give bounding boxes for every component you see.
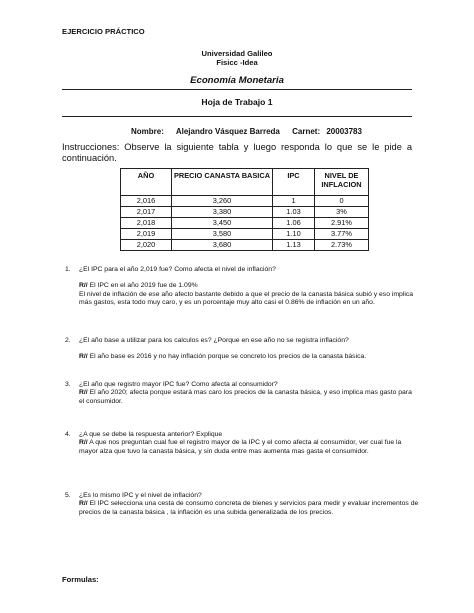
answer-line	[79, 353, 419, 361]
question-5	[65, 492, 419, 517]
answer-text: El nivel de inflación de ese año afecto bastante debido a que el precio de la canasta básica subió y eso implica más gastos, esta todo muy caro, y es un porcentaje muy alto casi el 0.86% de inflación en un año.	[79, 290, 414, 307]
exercise-header-label: EJERCICIO PRÁCTICO	[62, 27, 145, 36]
question-2	[65, 337, 419, 362]
inflation-data-table	[120, 168, 369, 251]
answer-line	[79, 439, 419, 456]
answer-text: El año base es 2016 y no hay inflación porque se concreto los precios de la canasta básica.	[87, 353, 367, 361]
answer-prefix: R//	[79, 389, 88, 397]
answer-prefix: R//	[79, 353, 88, 361]
university-name: Universidad Galileo	[201, 49, 273, 58]
header-cell-basket-price: PRECIO CANASTA BASICA	[172, 169, 273, 196]
answer-text: A que nos preguntan cual fue el registro mayor de la IPC y el como afecta al consumidor, ver cual fue la mayor alza que tuvo la canasta básica, y sin duda entre mas aumenta mas gasta el consumidor.	[79, 439, 402, 455]
table-row	[121, 196, 369, 207]
answer-text: El año 2020; afecta porque estará mas caro los precios de la canasta básica, y eso implica mas gasto para el consumidor.	[79, 389, 412, 405]
table-cell: 3%	[315, 207, 369, 218]
formulas-label: Formulas:	[62, 575, 99, 584]
answer-line	[79, 500, 419, 517]
question-text: ¿El año base a utilizar para los calculos es? ¿Porque en ese año no se registra inflación?	[79, 337, 349, 344]
faculty-name: Fisicc -Idea	[216, 58, 258, 67]
question-text: ¿A que se debe la respuesta anterior? Explique	[79, 431, 223, 438]
table-row	[121, 218, 369, 229]
answer-line	[79, 389, 419, 406]
question-number: 4.	[65, 431, 71, 438]
header-cell-ipc: IPC	[273, 169, 315, 196]
table-cell: 3,380	[172, 207, 273, 218]
table-cell: 2,017	[121, 207, 172, 218]
question-4	[65, 431, 419, 456]
question-1	[65, 266, 419, 308]
student-name: Alejandro Vásquez Barreda	[175, 127, 280, 136]
question-text: ¿Es lo mismo IPC y el nivel de inflación?	[79, 492, 202, 499]
document-title: Economía Monetaria	[190, 75, 284, 86]
table-cell: 3,450	[172, 218, 273, 229]
table-cell: 3,260	[172, 196, 273, 207]
student-info	[131, 127, 372, 136]
name-label: Nombre:	[131, 127, 164, 136]
question-number: 3.	[65, 381, 71, 388]
student-carnet: 20003783	[326, 127, 362, 136]
table-header-row	[121, 169, 369, 196]
question-text: ¿El año que registro mayor IPC fue? Como afecta al consumidor?	[79, 381, 278, 388]
header-cell-year: AÑO	[121, 169, 172, 196]
table-cell: 3.77%	[315, 229, 369, 240]
answer-text: El IPC selecciona una cesta de consumo concreta de bienes y servicios para medir y evaluar incrementos de precios de la canasta básica , la inflación es una subida generalizada de los precios.	[79, 500, 419, 516]
title-divider-top	[62, 89, 412, 90]
title-divider-bottom	[62, 116, 412, 117]
answer-prefix: R//	[79, 500, 88, 508]
answer-text: El IPC en el año 2019 fue de 1.09%	[87, 282, 198, 290]
table-row	[121, 240, 369, 251]
table-cell: 2,019	[121, 229, 172, 240]
question-text: ¿El IPC para el año 2,019 fue? Como afecta el nivel de inflación?	[79, 266, 276, 273]
table-cell: 3,680	[172, 240, 273, 251]
table-cell: 1.06	[273, 218, 315, 229]
question-number: 2.	[65, 337, 71, 344]
question-3	[65, 381, 419, 406]
carnet-label: Carnet:	[292, 127, 321, 136]
table-cell: 3,580	[172, 229, 273, 240]
table-cell: 1.03	[273, 207, 315, 218]
answer-prefix: R//	[79, 282, 88, 290]
table-row	[121, 229, 369, 240]
table-cell: 2.73%	[315, 240, 369, 251]
table-cell: 0	[315, 196, 369, 207]
table-cell: 2,020	[121, 240, 172, 251]
answer-prefix: R//	[79, 439, 88, 447]
worksheet-subtitle: Hoja de Trabajo 1	[201, 97, 273, 107]
table-cell: 1.13	[273, 240, 315, 251]
question-number: 1.	[65, 266, 71, 273]
instructions-text: Instrucciones: Observe la siguiente tabla y luego responda lo que se le pide a continuación.	[62, 142, 412, 163]
answer-line	[79, 282, 419, 290]
table-cell: 1	[273, 196, 315, 207]
table-cell: 2,016	[121, 196, 172, 207]
header-cell-inflation: NIVEL DE INFLACION	[315, 169, 369, 196]
table-cell: 2.91%	[315, 218, 369, 229]
table-cell: 1.10	[273, 229, 315, 240]
table-cell: 2,018	[121, 218, 172, 229]
table-row	[121, 207, 369, 218]
question-number: 5.	[65, 492, 71, 499]
